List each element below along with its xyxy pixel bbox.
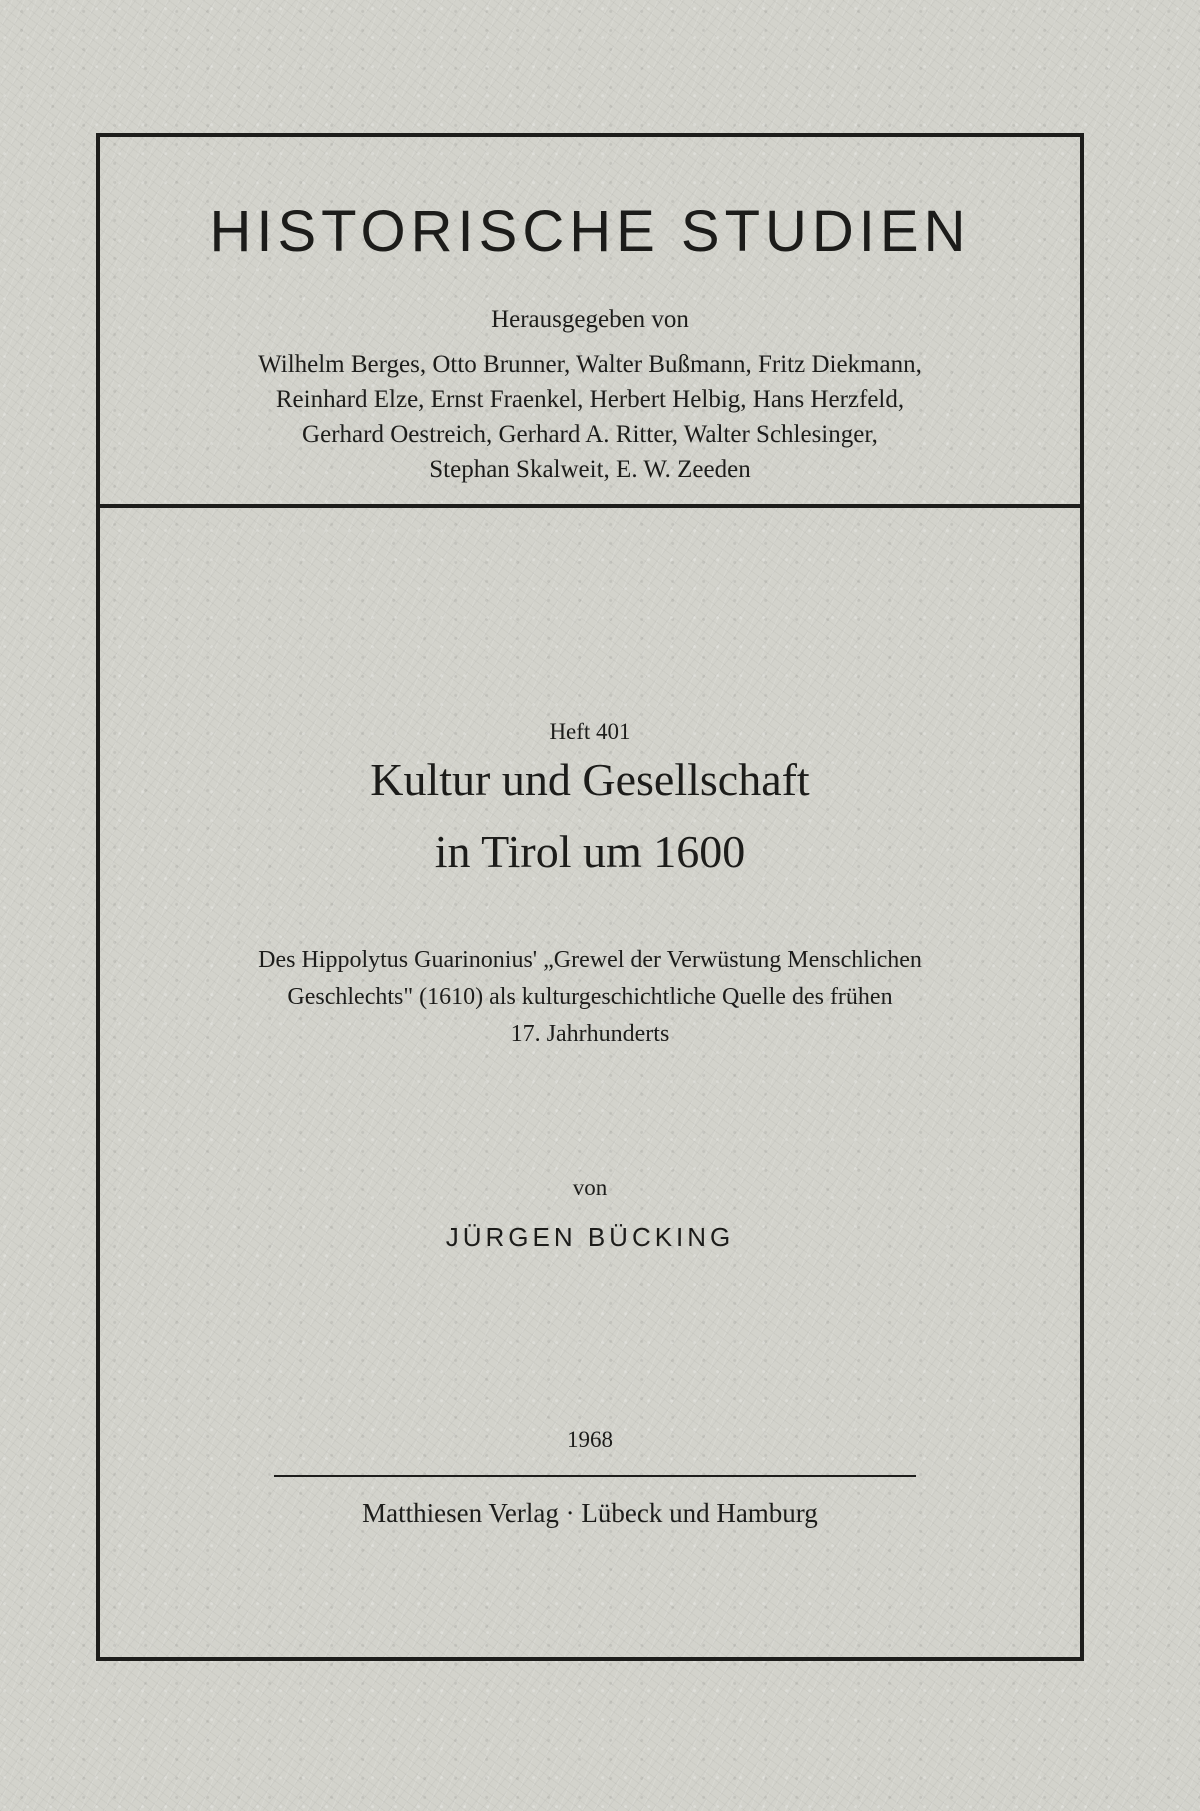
series-header xyxy=(100,137,1080,508)
title-page-frame xyxy=(96,133,1084,1661)
book-title xyxy=(100,744,1080,888)
editors-line: Wilhelm Berges, Otto Brunner, Walter Bußmann, Fritz Diekmann, xyxy=(258,351,922,378)
publisher-divider xyxy=(274,1475,916,1477)
editors-line: Reinhard Elze, Ernst Fraenkel, Herbert Helbig, Hans Herzfeld, xyxy=(275,386,905,413)
book-subtitle xyxy=(100,942,1080,1053)
editors-line: Stephan Skalweit, E. W. Zeeden xyxy=(429,456,751,483)
subtitle-line: Geschlechts" (1610) als kulturgeschichtliche Quelle des frühen xyxy=(287,984,893,1010)
editors-line: Gerhard Oestreich, Gerhard A. Ritter, Walter Schlesinger, xyxy=(302,421,878,448)
editors-intro: Herausgegeben von xyxy=(491,306,689,333)
publisher: Matthiesen Verlag · Lübeck und Hamburg xyxy=(362,1498,818,1528)
author-name: JÜRGEN BÜCKING xyxy=(445,1222,735,1252)
book-title-line: Kultur und Gesellschaft xyxy=(370,754,810,805)
by-label: von xyxy=(572,1175,608,1200)
book-details xyxy=(100,508,1080,1657)
publication-year: 1968 xyxy=(567,1427,613,1452)
series-title: HISTORISCHE STUDIEN xyxy=(209,199,971,264)
subtitle-line: Des Hippolytus Guarinonius' „Grewel der Verwüstung Menschlichen xyxy=(258,947,922,973)
editors-list xyxy=(100,347,1080,487)
issue-number: Heft 401 xyxy=(549,719,631,744)
subtitle-line: 17. Jahrhunderts xyxy=(510,1021,670,1047)
book-title-line: in Tirol um 1600 xyxy=(434,826,746,877)
